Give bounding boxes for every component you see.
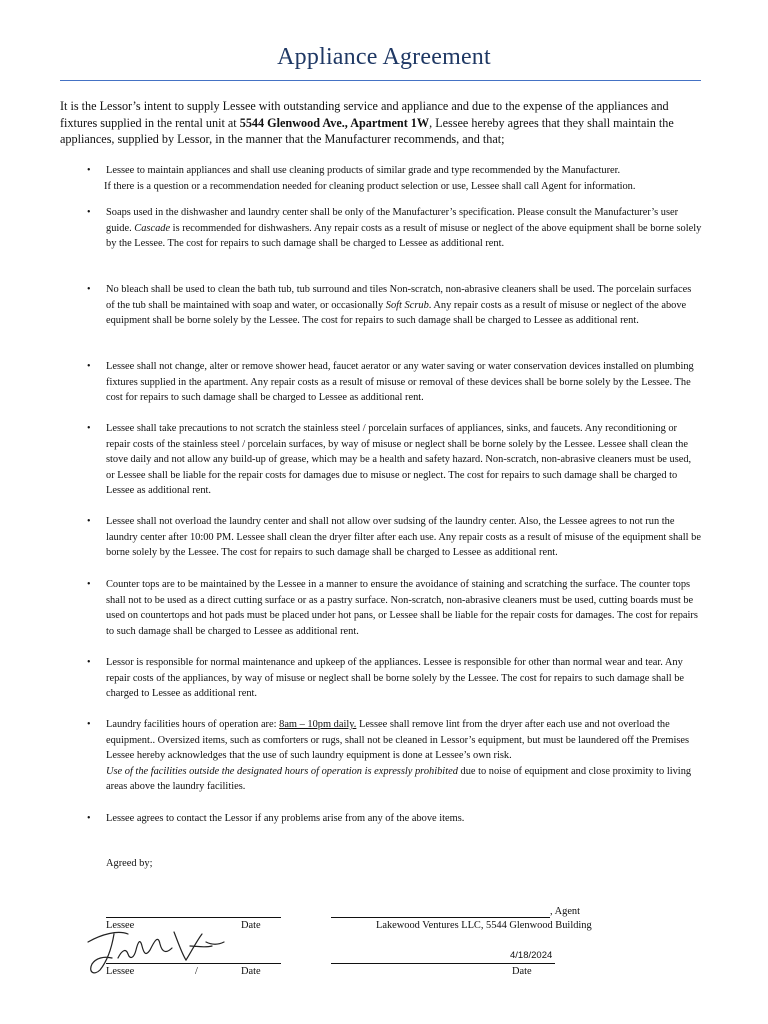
term-emphasis: Cascade [134,222,171,234]
bullet-icon: • [87,284,91,295]
lessee-label-2: Lessee [106,966,135,977]
term-item-9 [87,717,702,795]
term-item-3 [87,282,702,329]
laundry-hours: 8am – 10pm daily. [279,719,357,730]
term-item-5 [87,421,702,499]
bullet-icon: • [87,361,91,372]
signed-date-value: 4/18/2024 [510,950,553,961]
term-text: Lessee shall not overload the laundry center and shall not allow over sudsing of the laundry center. Also, the Lessee agrees to not run the laundry center after 10:00 PM. Lessee shall clean the dryer filter after each use. Any repair costs as a result of misuse of the equipment shall be borne solely by the Lessee. The cost for repairs to such damage shall be charged to Lessee as additional rent. [106,516,701,559]
bullet-icon: • [87,165,91,176]
bullet-icon: • [87,719,91,730]
term-text: Lessor is responsible for normal maintenance and upkeep of the appliances. Lessee is responsible for other than normal wear and tear. Any repair costs of the appliances, by way of misuse or neglect shall be borne solely by the Lessee. The cost for repairs to such damage shall be charged to Lessee as additional rent. [106,657,685,700]
bullet-icon: • [87,813,91,824]
term-text: Laundry facilities hours of operation are: [106,719,280,730]
term-text: No bleach shall be used to clean the bath tub, tub surround and tiles Non-scratch, non-abrasive cleaners shall be used. The porcelain surfaces of the tub shall be maintained with soap and water, or occasionally [106,284,692,311]
date-signature-line[interactable] [331,963,555,964]
date-label-1: Date [241,920,261,931]
term-item-2 [87,205,702,252]
bullet-icon: • [87,579,91,590]
document-title: Appliance Agreement [277,44,491,70]
date-label-3: Date [512,966,532,977]
intro-text-before: It is the Lessor’s intent to supply Lessee with outstanding service and appliance and due to the expense of the appliances and fixtures supplied in the rental unit at [60,99,669,130]
agreed-by-label: Agreed by; [106,858,153,869]
term-text: Soaps used in the dishwasher and laundry center shall be only of the Manufacturer’s specification. Please consult the Manufacturer’s user guide. [106,207,679,234]
term-item-8 [87,655,702,702]
term-item-6 [87,514,702,561]
term-item-4 [87,359,702,406]
term-item-10 [87,811,702,827]
term-item-1 [87,163,702,194]
agent-company: Lakewood Ventures LLC, 5544 Glenwood Building [376,920,592,931]
term-text: Lessee shall take precautions to not scratch the stainless steel / porcelain surfaces of appliances, sinks, and faucets. Any reconditioning or repair costs of the stainless steel / porcelain surfaces, by way of misuse or neglect shall be borne solely by the Lessee. Lessee shall clean the stove daily and not allow any build-up of grease, which may be a health and safety hazard. Non-scratch, non-abrasive cleaners must be used, or Lessee shall be liable for the repair costs for damages due to misuse or neglect. The cost for repairs to such damage shall be charged to Lessee as additional rent. [106,423,692,497]
lessee-label-1: Lessee [106,920,135,931]
agent-signature-line[interactable] [331,917,550,918]
term-text: Lessee shall remove lint from the dryer after each use and not overload the equipment.. Oversized items, such as comforters or rugs, shall not be cleaned in Lessor’s equipment, but must be laundered off the Premises Lessee hereby acknowledges that the use of such laundry equipment is done at Lessee’s own risk. [106,719,690,762]
bullet-icon: • [87,516,91,527]
term-text: If there is a question or a recommendation needed for cleaning product selection or use, Lessee shall call Agent for information. [104,180,636,192]
term-text: is recommended for dishwashers. Any repair costs as a result of misuse or neglect of the above equipment shall be borne solely by the Lessee. The cost for repairs to such damage shall be charged to Lessee as additional rent. [106,222,702,250]
lessee-signature-line-2[interactable] [106,963,281,964]
intro-text-after: , Lessee hereby agrees that they shall maintain the appliances, supplied by Lessor, in the manner that the Manufacturer recommends, and that; [60,115,674,146]
term-emphasis: Use of the facilities outside the designated hours of operation is expressly prohibited [106,765,458,777]
date-label-2: Date [241,966,261,977]
term-text: due to noise of equipment and close proximity to living areas above the laundry facilities. [106,765,692,793]
bullet-icon: • [87,207,91,218]
handwritten-signature [82,920,232,980]
bullet-icon: • [87,657,91,668]
intro-paragraph [60,98,704,148]
title-underline [60,80,701,81]
slash-separator: / [195,966,198,977]
term-text: . Any repair costs as a result of misuse or neglect of the above equipment shall be borne solely by the Lessee. The cost for repairs to such damage shall be charged to Lessee as additional rent. [106,299,687,327]
bullet-icon: • [87,423,91,434]
term-text: Counter tops are to be maintained by the Lessee in a manner to ensure the avoidance of staining and scratching the surface. The counter tops shall not to be used as a direct cutting surface or as a pastry surface. Non-scratch, non-abrasive cleaners must be used, cutting boards must be used on countertops and hot pads must be placed under hot pans, or Lessee shall be liable for the repair costs for damages. The cost for repairs to such damage shall be charged to Lessee as additional rent. [106,579,698,637]
term-emphasis: Soft Scrub [385,299,429,311]
lessee-signature-line-1[interactable] [106,917,281,918]
term-text: Lessee agrees to contact the Lessor if any problems arise from any of the above items. [106,813,465,824]
term-text: Lessee to maintain appliances and shall use cleaning products of similar grade and type recommended by the Manufacturer. [106,165,621,176]
agent-label: , Agent [550,906,581,917]
term-item-7 [87,577,702,639]
term-text: Lessee shall not change, alter or remove shower head, faucet aerator or any water saving or water conservation devices installed on plumbing fixtures supplied in the apartment. Any repair costs as a result of misuse or removal of these devices shall be borne solely by the Lessee. The cost for repairs to such damage shall be charged to Lessee as additional rent. [106,361,694,404]
intro-address: 5544 Glenwood Ave., Apartment 1W [239,115,430,130]
